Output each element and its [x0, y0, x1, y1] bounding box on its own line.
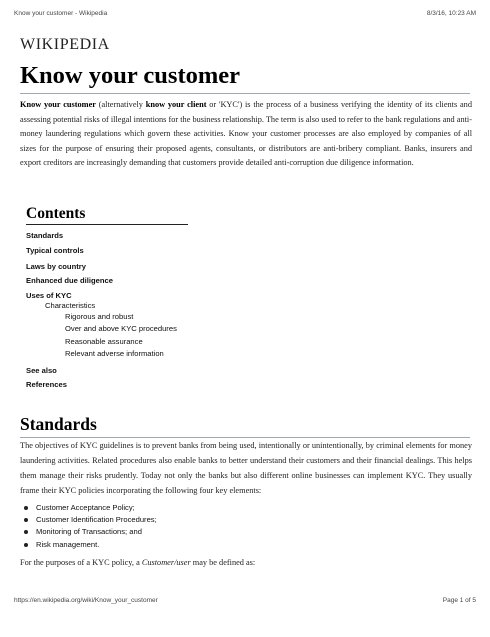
bullet-icon — [24, 543, 28, 547]
print-footer — [14, 597, 476, 609]
toc-item-characteristics[interactable]: Characteristics — [45, 301, 96, 310]
toc-item-uses-of-kyc[interactable]: Uses of KYC — [26, 291, 72, 300]
toc-item-rigorous-and-robust[interactable]: Rigorous and robust — [65, 312, 134, 321]
list-item — [22, 514, 157, 526]
section-heading-standards: Standards — [20, 414, 470, 438]
print-header-timestamp: 8/3/16, 10:23 AM — [426, 10, 476, 17]
bullet-icon — [24, 518, 28, 522]
page-title: Know your customer — [20, 62, 470, 94]
definition-term: Customer/user — [141, 558, 191, 567]
print-header-title: Know your customer - Wikipedia — [14, 10, 108, 17]
list-item-text: Customer Identification Procedures; — [36, 515, 157, 525]
intro-alt-open: (alternatively — [95, 100, 146, 109]
toc-item-relevant-adverse-information[interactable]: Relevant adverse information — [65, 349, 164, 358]
toc-item-standards[interactable]: Standards — [26, 231, 64, 240]
list-item-text: Customer Acceptance Policy; — [36, 503, 135, 512]
bullet-icon — [24, 506, 28, 510]
toc-item-laws-by-country[interactable]: Laws by country — [26, 262, 86, 271]
wikipedia-logo[interactable]: WIKIPEDIA — [20, 36, 110, 53]
print-footer-page: Page 1 of 5 — [442, 597, 476, 604]
intro-alt-term: know your client — [145, 100, 207, 109]
toc-item-enhanced-due-diligence[interactable]: Enhanced due diligence — [26, 276, 113, 285]
toc-item-see-also[interactable]: See also — [26, 366, 57, 375]
intro-rest: or 'KYC') is the process of a business verifying the identity of its clients and assessing potential risks of illegal intentions for the business relationship. The term is also used to refer to the bank regulations and anti-money laundering regulations which govern these activities. Know your customer processes are also employed by companies of all sizes for the purpose of ensuring their proposed agents, consultants, or distributors are anti-bribery compliant. Banks, insurers and export creditors are increasingly demanding that customers provide detailed anti-corruption due diligence information. — [20, 100, 472, 167]
toc-title: Contents — [26, 205, 188, 225]
list-item-text: Risk management. — [36, 539, 100, 549]
intro-term: Know your customer — [20, 100, 96, 109]
standards-paragraph: The objectives of KYC guidelines is to prevent banks from being used, intentionally or unintentionally, by criminal elements for money laundering activities. Related procedures also enable banks to better understand their customers and their financial dealings. This helps them manage their risks prudently. Today not only the banks but also different online businesses can implement KYC. They usually frame their KYC policies incorporating the following four key elements: — [20, 441, 472, 495]
toc-item-typical-controls[interactable]: Typical controls — [26, 246, 84, 255]
definition-suffix: may be defined as: — [190, 558, 256, 567]
definition-prefix: For the purposes of a KYC policy, a — [20, 558, 142, 567]
toc-item-references[interactable]: References — [26, 380, 67, 389]
definition-line — [20, 557, 472, 569]
list-item-text: Monitoring of Transactions; and — [36, 527, 142, 537]
list-item — [22, 539, 157, 551]
list-item — [22, 526, 157, 538]
bullet-icon — [24, 530, 28, 534]
print-footer-url: https://en.wikipedia.org/wiki/Know_your_customer — [14, 597, 158, 604]
list-item — [22, 502, 157, 514]
toc-item-over-and-above[interactable]: Over and above KYC procedures — [65, 324, 177, 333]
toc-item-reasonable-assurance[interactable]: Reasonable assurance — [65, 337, 143, 346]
key-elements-list — [22, 502, 157, 551]
